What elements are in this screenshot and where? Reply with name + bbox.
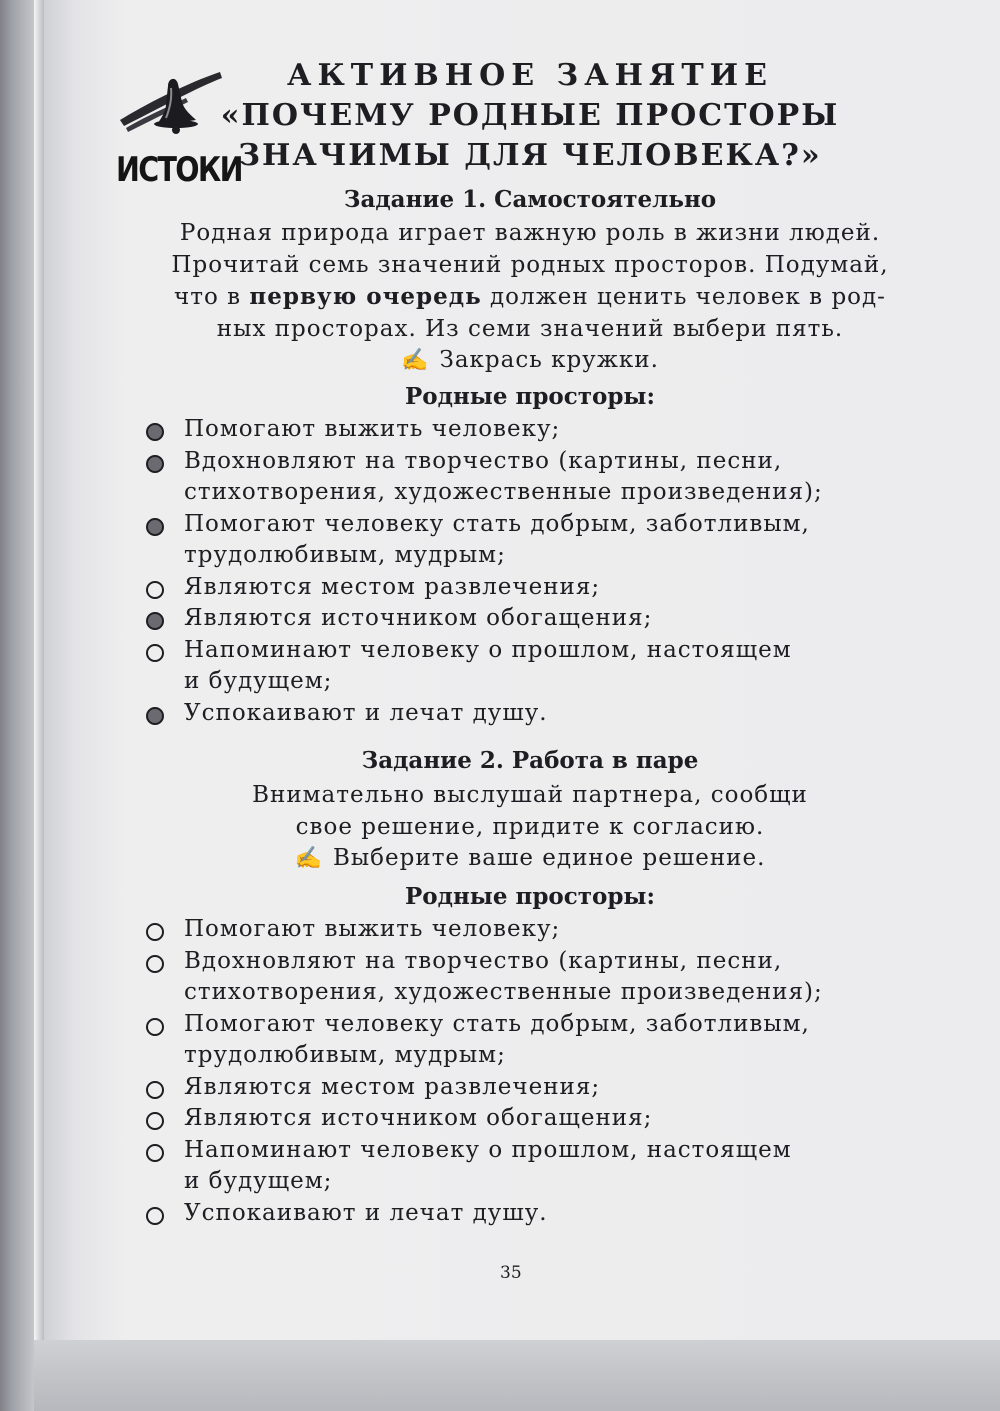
task1-line-4: ных просторах. Из семи значений выбери пять. xyxy=(216,315,844,342)
item-text: Вдохновляют на творчество (картины, песни, xyxy=(184,447,783,474)
item-text: Успокаивают и лечат душу. xyxy=(184,1199,548,1226)
item-text: Являются источником обогащения; xyxy=(184,605,653,631)
item-text: Являются местом развлечения; xyxy=(184,573,601,600)
title-line-1: АКТИВНОЕ ЗАНЯТИЕ xyxy=(287,58,773,93)
item-text-cont: стихотворения, художественные произведения); xyxy=(184,479,823,505)
task1-item-6 xyxy=(142,635,902,698)
item-text: Помогают человеку стать добрым, заботливым, xyxy=(184,510,810,537)
pen-icon: ✍ xyxy=(401,348,430,373)
item-text-cont: и будущем; xyxy=(184,1168,333,1194)
empty-circle-checkbox[interactable] xyxy=(146,644,164,662)
filled-circle-checkbox[interactable] xyxy=(146,423,164,441)
task1-item-2 xyxy=(142,446,902,509)
task1-line-2: Прочитай семь значений родных просторов. Подумай, xyxy=(171,251,889,278)
filled-circle-checkbox[interactable] xyxy=(146,707,164,725)
task2-heading: Задание 2. Работа в паре xyxy=(361,747,699,774)
title-line-2: «ПОЧЕМУ РОДНЫЕ ПРОСТОРЫ xyxy=(220,98,840,133)
task1-item-3 xyxy=(142,509,902,572)
item-text: Вдохновляют на творчество (картины, песни, xyxy=(184,947,783,974)
item-text: Успокаивают и лечат душу. xyxy=(184,699,548,726)
item-text: Являются местом развлечения; xyxy=(184,1073,601,1100)
task2-instruction-text: Выберите ваше единое решение. xyxy=(332,845,766,871)
task2-item-7 xyxy=(142,1198,902,1230)
task2-list xyxy=(142,914,902,1229)
task1-item-1 xyxy=(142,414,902,446)
task2-item-3 xyxy=(142,1009,902,1072)
task1-intro xyxy=(120,218,940,377)
task1-item-5 xyxy=(142,603,902,635)
task1-line-3 xyxy=(120,281,940,314)
task1-instruction xyxy=(120,345,940,377)
item-text: Напоминают человеку о прошлом, настоящем xyxy=(184,636,792,663)
task2-intro xyxy=(120,780,940,875)
filled-circle-checkbox[interactable] xyxy=(146,455,164,473)
filled-circle-checkbox[interactable] xyxy=(146,612,164,630)
task1-line-3-start: что в xyxy=(174,284,250,310)
empty-circle-checkbox[interactable] xyxy=(146,1018,164,1036)
item-text-cont: трудолюбивым, мудрым; xyxy=(184,1042,506,1068)
task1-item-7 xyxy=(142,698,902,730)
title-line-3: ЗНАЧИМЫ ДЛЯ ЧЕЛОВЕКА?» xyxy=(238,138,822,173)
task2-item-2 xyxy=(142,946,902,1009)
pen-icon: ✍ xyxy=(294,846,323,871)
task2-line-1: Внимательно выслушай партнера, сообщи xyxy=(252,782,808,808)
task2-item-4 xyxy=(142,1072,902,1104)
empty-circle-checkbox[interactable] xyxy=(146,581,164,599)
empty-circle-checkbox[interactable] xyxy=(146,923,164,941)
task1-instruction-text: Закрась кружки. xyxy=(439,347,659,373)
task1-list-heading: Родные просторы: xyxy=(405,383,655,410)
item-text: Помогают выжить человеку; xyxy=(184,916,561,942)
empty-circle-checkbox[interactable] xyxy=(146,955,164,973)
empty-circle-checkbox[interactable] xyxy=(146,1144,164,1162)
page-bottom-edge xyxy=(34,1340,1000,1411)
empty-circle-checkbox[interactable] xyxy=(146,1081,164,1099)
task1-heading: Задание 1. Самостоятельно xyxy=(343,186,717,213)
task2-item-6 xyxy=(142,1135,902,1198)
item-text: Являются источником обогащения; xyxy=(184,1105,653,1131)
book-spine-edge xyxy=(0,0,34,1411)
logo-label: ИСТОКИ xyxy=(116,150,242,190)
task1-list xyxy=(142,414,902,729)
page-number: 35 xyxy=(500,1263,522,1283)
task2-instruction xyxy=(120,843,940,875)
page-fold xyxy=(34,0,44,1340)
filled-circle-checkbox[interactable] xyxy=(146,518,164,536)
task1-item-4 xyxy=(142,572,902,604)
item-text: Помогают человеку стать добрым, заботливым, xyxy=(184,1010,810,1037)
task2-list-heading: Родные просторы: xyxy=(405,883,655,910)
task2-line-2: свое решение, придите к согласию. xyxy=(295,813,765,840)
task2-item-1 xyxy=(142,914,902,946)
empty-circle-checkbox[interactable] xyxy=(146,1112,164,1130)
item-text: Помогают выжить человеку; xyxy=(184,416,561,442)
empty-circle-checkbox[interactable] xyxy=(146,1207,164,1225)
task1-line-1: Родная природа играет важную роль в жизни людей. xyxy=(179,220,881,246)
item-text-cont: стихотворения, художественные произведения); xyxy=(184,979,823,1005)
item-text-cont: трудолюбивым, мудрым; xyxy=(184,542,506,568)
task2-item-5 xyxy=(142,1103,902,1135)
item-text: Напоминают человеку о прошлом, настоящем xyxy=(184,1136,792,1163)
item-text-cont: и будущем; xyxy=(184,668,333,694)
task1-line-3-end: должен ценить человек в род- xyxy=(481,284,886,310)
task1-emphasis: первую очередь xyxy=(249,283,482,310)
